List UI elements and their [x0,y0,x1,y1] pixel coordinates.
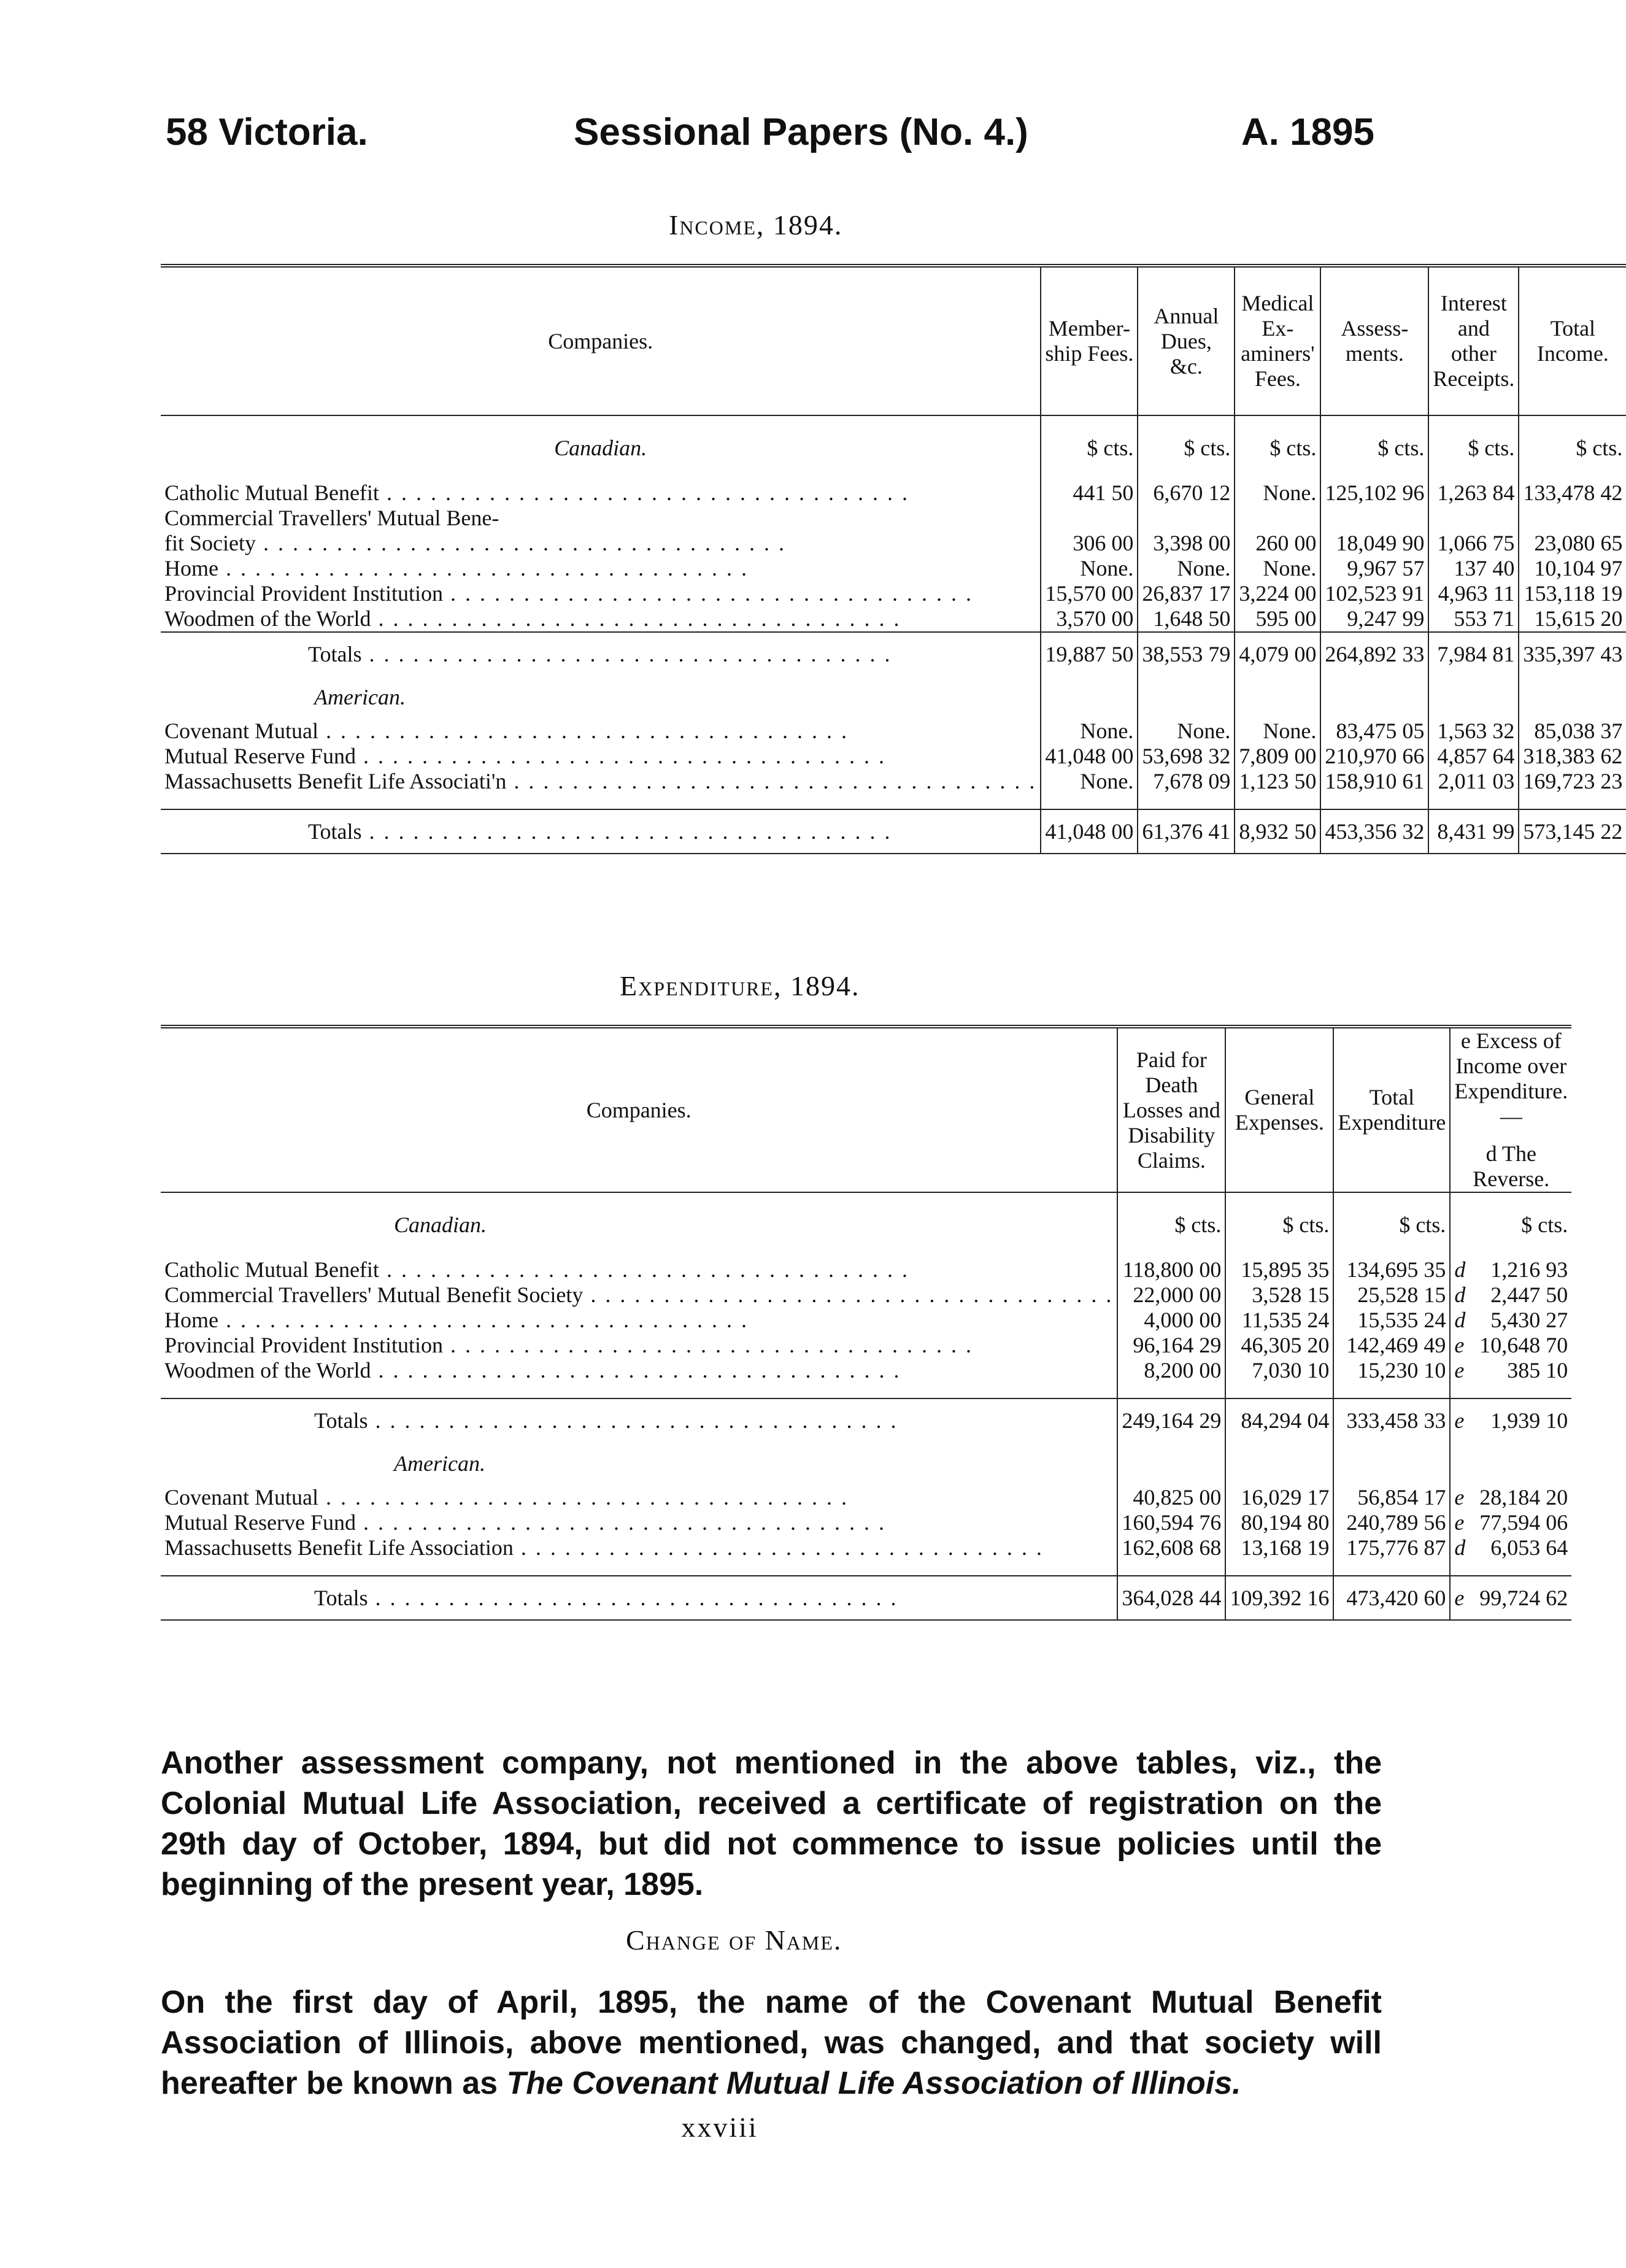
table-cell: None. [1138,556,1235,581]
company-name: Massachusetts Benefit Life Associati'n . . . [161,769,1041,794]
company-name: Woodmen of the World . . . [161,1358,1117,1383]
table-cell: 318,383 62 [1519,744,1626,769]
table-cell: 8,200 00 [1117,1358,1225,1383]
table-cell: 7,678 09 [1138,769,1235,794]
company-name: Commercial Travellers' Mutual Benefit Society . . . [161,1282,1117,1308]
table-cell: None. [1041,719,1138,744]
table-cell [1519,676,1626,719]
table-cell: 4,857 64 [1428,744,1519,769]
company-name: Catholic Mutual Benefit . . . [161,480,1041,506]
table-cell: 46,305 20 [1225,1333,1333,1358]
table-cell [161,794,1041,809]
income-column-header: Medical Ex-aminers' Fees. [1235,266,1320,415]
header-session: 58 Victoria. [166,111,368,153]
excess-flag: d [1450,1282,1470,1308]
table-cell: 15,570 00 [1041,581,1138,606]
table-cell: 41,048 00 [1041,809,1138,854]
totals-row [161,1576,1571,1620]
table-cell: 26,837 17 [1138,581,1235,606]
table-cell: 15,615 20 [1519,606,1626,632]
totals-label: Totals . . . [161,1576,1117,1620]
unit-label: $ cts. [1320,415,1428,480]
unit-label: $ cts. [1519,415,1626,480]
excess-flag: e [1450,1333,1470,1358]
header-title: Sessional Papers (No. 4.) [574,111,1028,153]
header-divider: — [1500,1104,1522,1128]
totals-label: Totals . . . [161,809,1041,854]
income-column-header: Assess-ments. [1320,266,1428,415]
table-cell [1138,506,1235,531]
table-cell: 28,184 20 [1479,1485,1568,1510]
unit-label: $ cts. [1450,1192,1571,1257]
table-cell [1117,1442,1225,1485]
excess-flag: e [1450,1358,1470,1383]
company-name: Home . . . [161,1308,1117,1333]
table-cell: 16,029 17 [1225,1485,1333,1510]
table-cell: 2,447 50 [1490,1282,1568,1307]
table-cell [1235,506,1320,531]
table-cell: 83,475 05 [1320,719,1428,744]
unit-label: $ cts. [1428,415,1519,480]
table-cell: 1,216 93 [1490,1257,1568,1282]
header-year: A. 1895 [1241,111,1374,153]
table-row [161,1485,1571,1510]
table-cell: 15,535 24 [1333,1308,1450,1333]
table-cell: 18,049 90 [1320,531,1428,556]
income-title: Income, 1894. [669,209,843,241]
expenditure-column-header: Companies. [586,1097,692,1122]
table-cell: 175,776 87 [1333,1535,1450,1560]
table-cell [1041,794,1138,809]
table-cell: 249,164 29 [1117,1398,1225,1442]
table-cell: 1,123 50 [1235,769,1320,794]
table-cell: 5,430 27 [1490,1308,1568,1332]
income-column-header: Companies. [548,328,653,353]
table-cell: 109,392 16 [1225,1576,1333,1620]
table-cell [161,1560,1117,1576]
table-cell [1428,794,1519,809]
table-cell [1320,676,1428,719]
expenditure-column-header [1450,1027,1571,1192]
company-name: Massachusetts Benefit Life Association . . . [161,1535,1117,1560]
table-cell: 23,080 65 [1519,531,1626,556]
table-cell [1138,794,1235,809]
change-text: On the first day of April, 1895, the name of the Covenant Mutual Benefit Association of Illinois, above mentioned, was changed, and that society will hereafter be known as [161,1984,1382,2101]
table-row [161,1308,1571,1333]
table-cell: 1,066 75 [1428,531,1519,556]
table-cell: 118,800 00 [1117,1257,1225,1282]
table-cell: 84,294 04 [1225,1398,1333,1442]
table-cell: 56,854 17 [1333,1485,1450,1510]
table-cell: 125,102 96 [1320,480,1428,506]
change-of-name-paragraph [161,1982,1382,2104]
table-cell: 364,028 44 [1117,1576,1225,1620]
table-cell: 240,789 56 [1333,1510,1450,1535]
unit-label: $ cts. [1041,415,1138,480]
table-cell [1041,506,1138,531]
table-cell: 10,104 97 [1519,556,1626,581]
company-name: Commercial Travellers' Mutual Bene- [164,506,499,530]
unit-label: $ cts. [1117,1192,1225,1257]
expenditure-units-row [161,1192,1571,1257]
unit-label: $ cts. [1225,1192,1333,1257]
table-cell: 4,000 00 [1117,1308,1225,1333]
company-name: Covenant Mutual . . . [161,719,1041,744]
income-column-header: Member-ship Fees. [1041,266,1138,415]
table-cell [1333,1442,1450,1485]
company-name: Catholic Mutual Benefit . . . [161,1257,1117,1282]
table-cell: 1,648 50 [1138,606,1235,632]
table-cell: 142,469 49 [1333,1333,1450,1358]
excess-flag: d [1450,1257,1470,1282]
page-header [153,110,1381,166]
table-row [161,1358,1571,1383]
table-cell: 102,523 91 [1320,581,1428,606]
totals-row [161,809,1626,854]
table-cell: 6,053 64 [1490,1535,1568,1560]
table-cell: 306 00 [1041,531,1138,556]
new-name: The Covenant Mutual Life Association of Illinois. [506,2066,1241,2101]
table-cell: 11,535 24 [1225,1308,1333,1333]
company-name: Woodmen of the World . . . [161,606,1041,632]
table-cell: 38,553 79 [1138,632,1235,676]
table-cell [1450,1560,1470,1576]
totals-row [161,632,1626,676]
section-label: American. [394,1451,485,1476]
expenditure-title: Expenditure, 1894. [620,970,860,1001]
unit-label: $ cts. [1138,415,1235,480]
table-cell: 41,048 00 [1041,744,1138,769]
excess-flag: e [1450,1510,1470,1535]
table-cell: 264,892 33 [1320,632,1428,676]
table-row [161,769,1626,794]
table-cell [1138,676,1235,719]
spacer-row [161,1560,1571,1576]
table-row [161,719,1626,744]
table-cell: 260 00 [1235,531,1320,556]
table-cell [1320,506,1428,531]
table-cell [1519,506,1626,531]
table-cell: 22,000 00 [1117,1282,1225,1308]
expenditure-column-header: Total Expenditure [1333,1027,1450,1192]
company-name: Provincial Provident Institution . . . [161,1333,1117,1358]
table-cell: 210,970 66 [1320,744,1428,769]
table-cell: 2,011 03 [1428,769,1519,794]
table-cell: 4,963 11 [1428,581,1519,606]
table-cell: 134,695 35 [1333,1257,1450,1282]
table-row [161,480,1626,506]
excess-flag: d [1450,1308,1470,1333]
table-cell: 169,723 23 [1519,769,1626,794]
spacer-row [161,1383,1571,1398]
table-cell: 137 40 [1428,556,1519,581]
income-column-header: Total Income. [1519,266,1626,415]
table-row [161,531,1626,556]
excess-flag: d [1450,1535,1470,1560]
table-cell [1471,1560,1572,1576]
table-cell [1428,676,1519,719]
expenditure-column-header: General Expenses. [1225,1027,1333,1192]
table-cell: 553 71 [1428,606,1519,632]
table-cell: 335,397 43 [1519,632,1626,676]
company-name: Covenant Mutual . . . [161,1485,1117,1510]
note-paragraph: Another assessment company, not mentioned in the above tables, viz., the Colonial Mutual Life Association, received a certificate of registration on the 29th day of October, 1894, but did not commence to issue policies until the beginning of the present year, 1895. [161,1745,1382,1902]
table-cell: 7,984 81 [1428,632,1519,676]
page-number: xxviii [681,2112,758,2143]
table-cell [1225,1442,1333,1485]
table-cell: 1,563 32 [1428,719,1519,744]
table-cell [1041,676,1138,719]
table-cell: 473,420 60 [1333,1576,1450,1620]
table-cell [1320,794,1428,809]
unit-label: $ cts. [1333,1192,1450,1257]
table-cell: 40,825 00 [1117,1485,1225,1510]
table-cell: 15,230 10 [1333,1358,1450,1383]
table-cell: 158,910 61 [1320,769,1428,794]
table-cell: 8,431 99 [1428,809,1519,854]
income-units-row [161,415,1626,480]
spacer-row [161,794,1626,809]
section-row [161,676,1626,719]
table-row [161,1510,1571,1535]
table-cell: None. [1235,480,1320,506]
table-cell [161,1383,1117,1398]
table-cell [1333,1560,1450,1576]
table-cell [1235,794,1320,809]
table-cell: 9,247 99 [1320,606,1428,632]
expenditure-column-header: Paid for Death Losses and Disability Claims. [1117,1027,1225,1192]
unit-label: $ cts. [1235,415,1320,480]
table-cell: 99,724 62 [1471,1576,1572,1620]
table-row [161,1333,1571,1358]
table-cell [1519,794,1626,809]
section-row [161,1442,1571,1485]
company-name: Mutual Reserve Fund . . . [161,1510,1117,1535]
expenditure-table [161,1025,1571,1621]
table-cell: 96,164 29 [1117,1333,1225,1358]
table-row [161,1535,1571,1560]
section-label: Canadian. [394,1213,487,1237]
table-cell: 8,932 50 [1235,809,1320,854]
totals-row [161,1398,1571,1442]
table-cell: None. [1041,769,1138,794]
table-cell: 4,079 00 [1235,632,1320,676]
table-cell: 80,194 80 [1225,1510,1333,1535]
table-cell: 7,809 00 [1235,744,1320,769]
table-row [161,1257,1571,1282]
income-column-header: Annual Dues, &c. [1138,266,1235,415]
table-cell: 385 10 [1507,1358,1568,1383]
table-row [161,506,1626,531]
table-cell: None. [1041,556,1138,581]
table-cell: None. [1138,719,1235,744]
table-cell: 7,030 10 [1225,1358,1333,1383]
table-cell: 61,376 41 [1138,809,1235,854]
table-cell: 153,118 19 [1519,581,1626,606]
section-label: Canadian. [554,436,647,460]
table-cell: 9,967 57 [1320,556,1428,581]
table-row [161,1282,1571,1308]
table-cell: 595 00 [1235,606,1320,632]
table-cell: 3,528 15 [1225,1282,1333,1308]
table-cell: 85,038 37 [1519,719,1626,744]
table-cell [1450,1383,1470,1398]
table-cell [1428,506,1519,531]
table-cell [1235,676,1320,719]
table-cell: 573,145 22 [1519,809,1626,854]
table-cell [1117,1383,1225,1398]
table-cell [1117,1560,1225,1576]
table-cell: 10,648 70 [1479,1333,1568,1357]
table-cell [1225,1560,1333,1576]
income-table [161,264,1626,854]
table-cell: 133,478 42 [1519,480,1626,506]
table-cell: None. [1235,719,1320,744]
table-cell: 3,570 00 [1041,606,1138,632]
table-cell: 6,670 12 [1138,480,1235,506]
excess-flag: e [1450,1485,1470,1510]
table-cell: 441 50 [1041,480,1138,506]
excess-header: e Excess of Income over Expenditure. [1454,1028,1568,1103]
table-cell: 53,698 32 [1138,744,1235,769]
table-cell: 3,224 00 [1235,581,1320,606]
reverse-header: d The Reverse. [1473,1141,1550,1191]
table-cell: 15,895 35 [1225,1257,1333,1282]
table-cell: 19,887 50 [1041,632,1138,676]
table-cell: 25,528 15 [1333,1282,1450,1308]
table-cell: 162,608 68 [1117,1535,1225,1560]
table-row [161,606,1626,632]
table-cell [1471,1383,1572,1398]
table-cell [1333,1383,1450,1398]
excess-flag: e [1450,1398,1470,1442]
table-cell [1225,1383,1333,1398]
table-cell: None. [1235,556,1320,581]
company-name: fit Society . . . [161,531,1041,556]
expenditure-header-row [161,1027,1571,1192]
table-cell [1450,1442,1470,1485]
table-cell: 77,594 06 [1479,1510,1568,1535]
table-row [161,581,1626,606]
table-cell [1471,1442,1572,1485]
table-row [161,556,1626,581]
company-name: Mutual Reserve Fund . . . [161,744,1041,769]
table-cell: 453,356 32 [1320,809,1428,854]
table-row [161,744,1626,769]
section-label: American. [314,684,406,709]
table-cell: 1,263 84 [1428,480,1519,506]
totals-label: Totals . . . [161,632,1041,676]
totals-label: Totals . . . [161,1398,1117,1442]
table-cell: 3,398 00 [1138,531,1235,556]
table-cell: 333,458 33 [1333,1398,1450,1442]
company-name: Provincial Provident Institution . . . [161,581,1041,606]
table-cell: 160,594 76 [1117,1510,1225,1535]
table-cell: 1,939 10 [1471,1398,1572,1442]
company-name: Home . . . [161,556,1041,581]
excess-flag: e [1450,1576,1470,1620]
change-of-name-title: Change of Name. [626,1924,842,1956]
income-header-row [161,266,1626,415]
table-cell: 13,168 19 [1225,1535,1333,1560]
income-column-header: Interest and other Receipts. [1428,266,1519,415]
